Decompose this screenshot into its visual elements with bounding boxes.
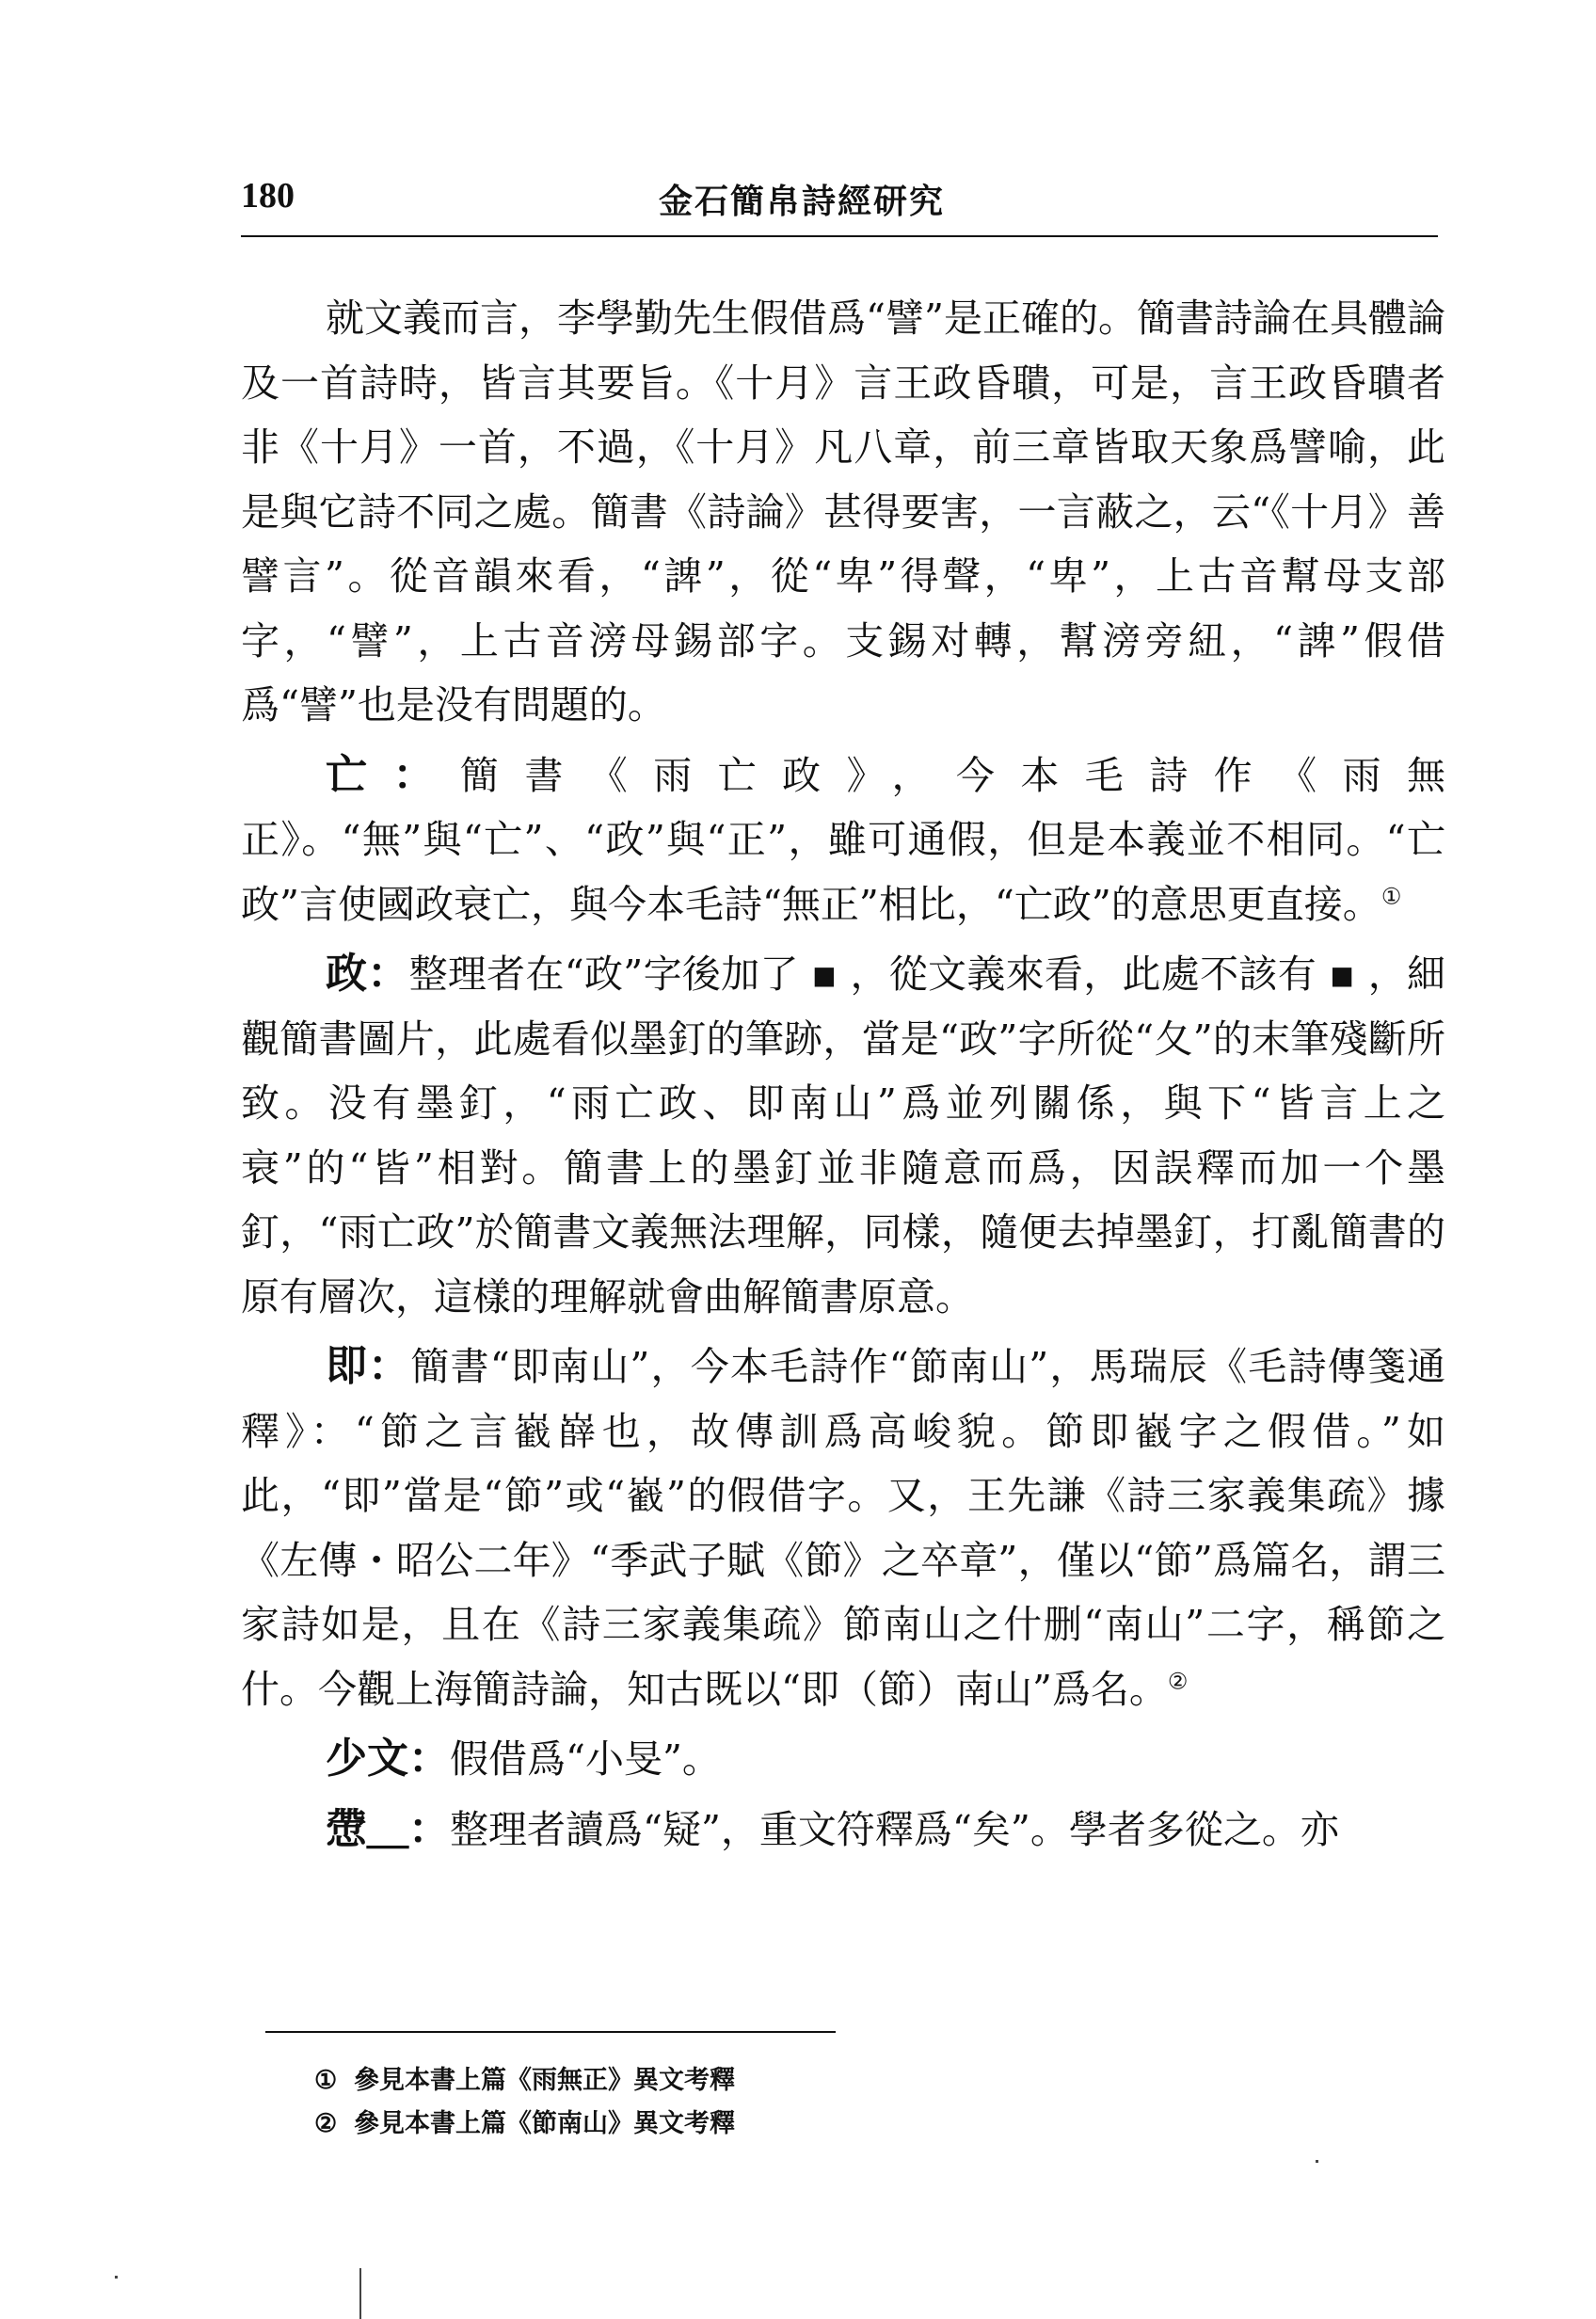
footnotes: [314, 2059, 735, 2146]
scan-mark-line: [359, 2268, 361, 2319]
paragraph-text: 整理者讀爲“疑”，重文符釋爲“矣”。學者多從之。亦: [450, 1806, 1339, 1852]
footnote-text: 參見本書上篇《節南山》異文考釋: [354, 2109, 735, 2138]
paragraph-lemma: 慸＿：: [326, 1804, 450, 1853]
footnote-mark: ②: [314, 2109, 338, 2138]
paragraph-lemma: 亡：: [326, 750, 460, 799]
paragraph-3: [241, 942, 1445, 1329]
page-number: 180: [241, 176, 295, 216]
footnote-mark: ①: [314, 2066, 338, 2095]
header-rule: [241, 235, 1438, 237]
paragraph-lemma: 政：: [326, 950, 409, 998]
paragraph-text: 就文義而言，李學勤先生假借爲“譬”是正確的。簡書詩論在具體論及一首詩時，皆言其要旨。《十月》言王政昏聵，可是，言王政昏聵者非《十月》一首，不過，《十月》凡八章，前三章皆取天象爲譬喻，此是與它詩不同之處。簡書《詩論》甚得要害，一言蔽之，云“《十月》善譬言”。從音韻來看，“諀”，從“卑”得聲，“卑”，上古音幫母支部字，“譬”，上古音滂母錫部字。支錫对轉，幫滂旁紐，“諀”假借爲“譬”也是没有問題的。: [241, 296, 1445, 728]
paragraph-lemma: 少文：: [326, 1735, 450, 1783]
footnote-ref[interactable]: ②: [1167, 1667, 1189, 1694]
footnote-ref[interactable]: ①: [1381, 882, 1402, 909]
paragraph-lemma: 即：: [326, 1342, 411, 1390]
paragraph-1: [241, 286, 1445, 738]
paragraph-text: 簡書《雨亡政》，今本毛詩作《雨無正》。“無”與“亡”、“政”與“正”，雖可通假，但是本義並不相同。“亡政”言使國政衰亡，與今本毛詩“無正”相比，“亡政”的意思更直接。: [241, 752, 1446, 927]
footnote-rule: [265, 2031, 836, 2033]
footnote-2: [314, 2103, 735, 2146]
paragraph-6: [241, 1798, 1445, 1863]
scan-speck: [115, 2276, 118, 2279]
body-text: [241, 286, 1445, 1867]
paragraph-5: [241, 1727, 1445, 1792]
scan-speck: [1316, 2160, 1318, 2163]
running-title: 金石簡帛詩經研究: [659, 182, 946, 221]
paragraph-text: 簡書“即南山”，今本毛詩作“節南山”，馬瑞辰《毛詩傳箋通釋》：“節之言巀嶭也，故傳訓爲高峻貌。節即巀字之假借。”如此，“即”當是“節”或“巀”的假借字。又，王先謙《詩三家義集疏》據《左傳・昭公二年》“季武子賦《節》之卒章”，僅以“節”爲篇名，謂三家詩如是，且在《詩三家義集疏》節南山之什删“南山”二字，稱節之什。今觀上海簡詩論，知古既以“即（節）南山”爲名。: [241, 1344, 1445, 1712]
paragraph-text: 假借爲“小旻”。: [450, 1736, 721, 1782]
paragraph-text: 整理者在“政”字後加了 ▪ ，從文義來看，此處不該有 ▪ ，細觀簡書圖片，此處看似墨釘的筆跡，當是“政”字所從“夂”的末筆殘斷所致。没有墨釘，“雨亡政、即南山”爲並列關係，與下“皆言上之衰”的“皆”相對。簡書上的墨釘並非隨意而爲，因誤釋而加一个墨釘，“雨亡政”於簡書文義無法理解，同樣，隨便去掉墨釘，打亂簡書的原有層次，這樣的理解就會曲解簡書原意。: [241, 952, 1446, 1319]
footnote-1: [314, 2059, 735, 2103]
paragraph-2: [241, 744, 1445, 937]
paragraph-4: [241, 1335, 1445, 1721]
footnote-text: 參見本書上篇《雨無正》異文考釋: [354, 2066, 735, 2095]
